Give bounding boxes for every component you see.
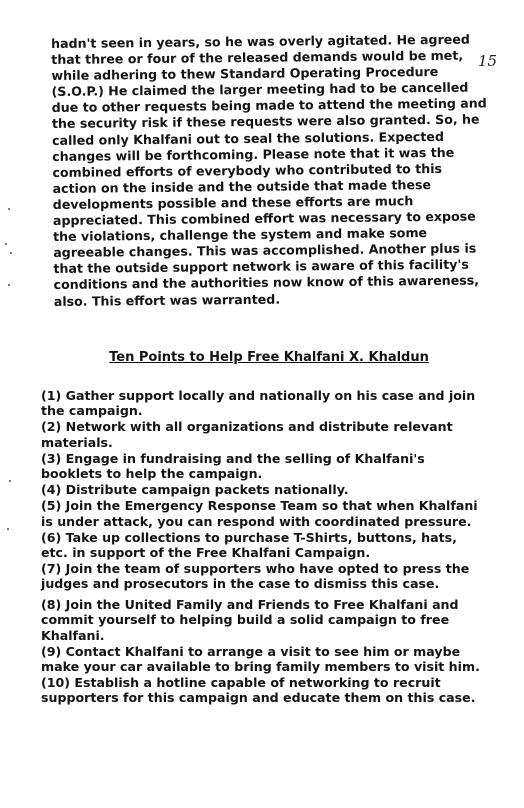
scan-speck [7,528,9,530]
point-item: (9) Contact Khalfani to arrange a visit to see him or maybe make your car available to bring family members to visit him. [41,643,480,675]
body-paragraph: hadn't seen in years, so he was overly agitated. He agreed that three or four of the released demands would be met, while adhering to thew Standard Operating Procedure (S.O.P.) He claimed the larger meeting had to be cancelled due to other requests being made to attend the meeting and the security risk if these requests were also granted. So, he called only Khalfani out to seal the solutions. Expected changes will be forthcoming. Please note that it was the combined efforts of everybody who contributed to this action on the inside and the outside that made these developments possible and these efforts are much appreciated. This combined effort was necessary to expose the violations, challenge the system and make some agreeable changes. This was accomplished. Another plus is that the outside support network is aware of this facility's conditions and the authorities now know of this awareness, also. This effort was warranted. [51,31,487,309]
point-item: (6) Take up collections to purchase T-Shirts, buttons, hats, etc. in support of the Free Khalfani Campaign. [41,529,457,561]
scan-speck [5,243,7,245]
point-item: (8) Join the United Family and Friends to Free Khalfani and commit yourself to helping build a solid campaign to free Khalfani. [41,596,459,643]
point-item: (10) Establish a hotline capable of networking to recruit supporters for this campaign and educate them on this case. [41,675,476,706]
point-item: (4) Distribute campaign packets nationally. [41,482,349,498]
scan-speck [8,284,10,286]
point-item: (3) Engage in fundraising and the selling of Khalfani's booklets to help the campaign. [41,450,425,482]
scan-speck [8,208,10,210]
points-list [41,388,483,706]
point-item: (2) Network with all organizations and distribute relevant materials. [41,419,453,450]
point-item: (1) Gather support locally and nationally on his case and join the campaign. [41,388,476,419]
scan-speck [9,480,11,482]
section-heading: Ten Points to Help Free Khalfani X. Khaldun [109,350,429,365]
point-item: (5) Join the Emergency Response Team so that when Khalfani is under attack, you can respond with coordinated pressure. [41,498,478,529]
scan-speck [10,252,12,254]
point-item: (7) Join the team of supporters who have opted to press the judges and prosecutors in the case to dismiss this case. [41,561,470,592]
handwritten-page-number: 15 [478,52,498,70]
